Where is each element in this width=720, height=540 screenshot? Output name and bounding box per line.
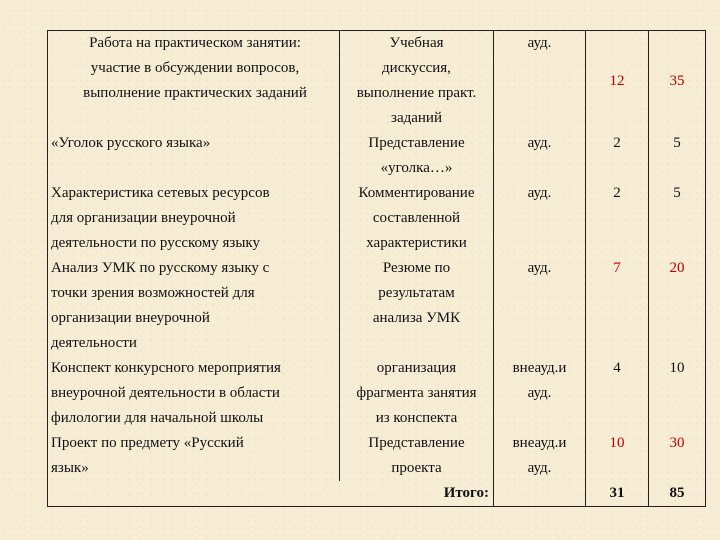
place-cell xyxy=(494,31,586,132)
hours-cell xyxy=(586,431,649,481)
table-row xyxy=(48,131,706,181)
work-text: Анализ УМК по русскому языку с точки зрения возможностей для организации внеурочной деятельности xyxy=(51,260,270,351)
table-row xyxy=(48,181,706,256)
form-text: Представление «уголка…» xyxy=(368,135,465,176)
points-cell xyxy=(649,256,706,356)
total-label-cell xyxy=(48,481,494,507)
form-cell xyxy=(340,256,494,356)
workload-table xyxy=(47,30,706,507)
hours-value: 12 xyxy=(609,72,625,89)
place-cell xyxy=(494,431,586,481)
table-row xyxy=(48,31,706,132)
work-text: Конспект конкурсного мероприятия внеурочной деятельности в области филологии для начальной школы xyxy=(51,360,281,426)
total-label: Итого: xyxy=(443,485,489,501)
work-text: Характеристика сетевых ресурсов для организации внеурочной деятельности по русскому языку xyxy=(51,185,270,251)
place-text: внеауд.и ауд. xyxy=(512,360,567,401)
hours-value: 2 xyxy=(613,135,621,151)
table-row xyxy=(48,431,706,481)
points-value: 5 xyxy=(673,185,681,201)
points-cell xyxy=(649,356,706,431)
form-text: Представление проекта xyxy=(368,435,465,476)
form-text: Резюме по результатам анализа УМК xyxy=(372,260,461,326)
hours-value: 2 xyxy=(613,185,621,201)
points-value: 5 xyxy=(673,135,681,151)
hours-cell xyxy=(586,256,649,356)
table-row xyxy=(48,356,706,431)
hours-cell xyxy=(586,131,649,181)
form-cell xyxy=(340,31,494,132)
work-cell xyxy=(48,431,340,481)
total-row xyxy=(48,481,706,507)
total-points-value: 85 xyxy=(669,485,685,501)
form-text: Учебная дискуссия, выполнение практ. заданий xyxy=(356,35,477,126)
points-value: 20 xyxy=(669,260,685,276)
hours-value: 7 xyxy=(613,260,621,276)
points-value: 30 xyxy=(669,435,685,451)
total-hours-value: 31 xyxy=(609,485,625,501)
place-text: ауд. xyxy=(527,35,552,51)
work-cell xyxy=(48,181,340,256)
place-text: внеауд.и ауд. xyxy=(512,435,567,476)
form-cell xyxy=(340,181,494,256)
hours-cell xyxy=(586,31,649,132)
work-text: Работа на практическом занятии: участие в обсуждении вопросов, выполнение практических заданий xyxy=(83,35,307,101)
work-cell xyxy=(48,256,340,356)
work-cell xyxy=(48,31,340,132)
form-cell xyxy=(340,356,494,431)
hours-value: 10 xyxy=(609,435,625,451)
place-cell xyxy=(494,181,586,256)
place-cell xyxy=(494,356,586,431)
points-cell xyxy=(649,181,706,256)
hours-cell xyxy=(586,181,649,256)
total-points-cell xyxy=(649,481,706,507)
points-cell xyxy=(649,131,706,181)
total-hours-cell xyxy=(586,481,649,507)
form-cell xyxy=(340,431,494,481)
place-text: ауд. xyxy=(527,260,552,276)
work-text: «Уголок русского языка» xyxy=(51,135,211,151)
work-cell xyxy=(48,356,340,431)
points-cell xyxy=(649,431,706,481)
work-text: Проект по предмету «Русский язык» xyxy=(51,435,244,476)
place-cell xyxy=(494,256,586,356)
hours-cell xyxy=(586,356,649,431)
form-text: организация фрагмента занятия из конспекта xyxy=(356,360,477,426)
work-cell xyxy=(48,131,340,181)
points-value: 35 xyxy=(669,72,685,89)
form-text: Комментирование составленной характеристики xyxy=(358,185,475,251)
form-cell xyxy=(340,131,494,181)
points-cell xyxy=(649,31,706,132)
points-value: 10 xyxy=(669,360,685,376)
place-cell xyxy=(494,481,586,507)
place-text: ауд. xyxy=(527,135,552,151)
place-text: ауд. xyxy=(527,185,552,201)
table-row xyxy=(48,256,706,356)
hours-value: 4 xyxy=(613,360,621,376)
place-cell xyxy=(494,131,586,181)
